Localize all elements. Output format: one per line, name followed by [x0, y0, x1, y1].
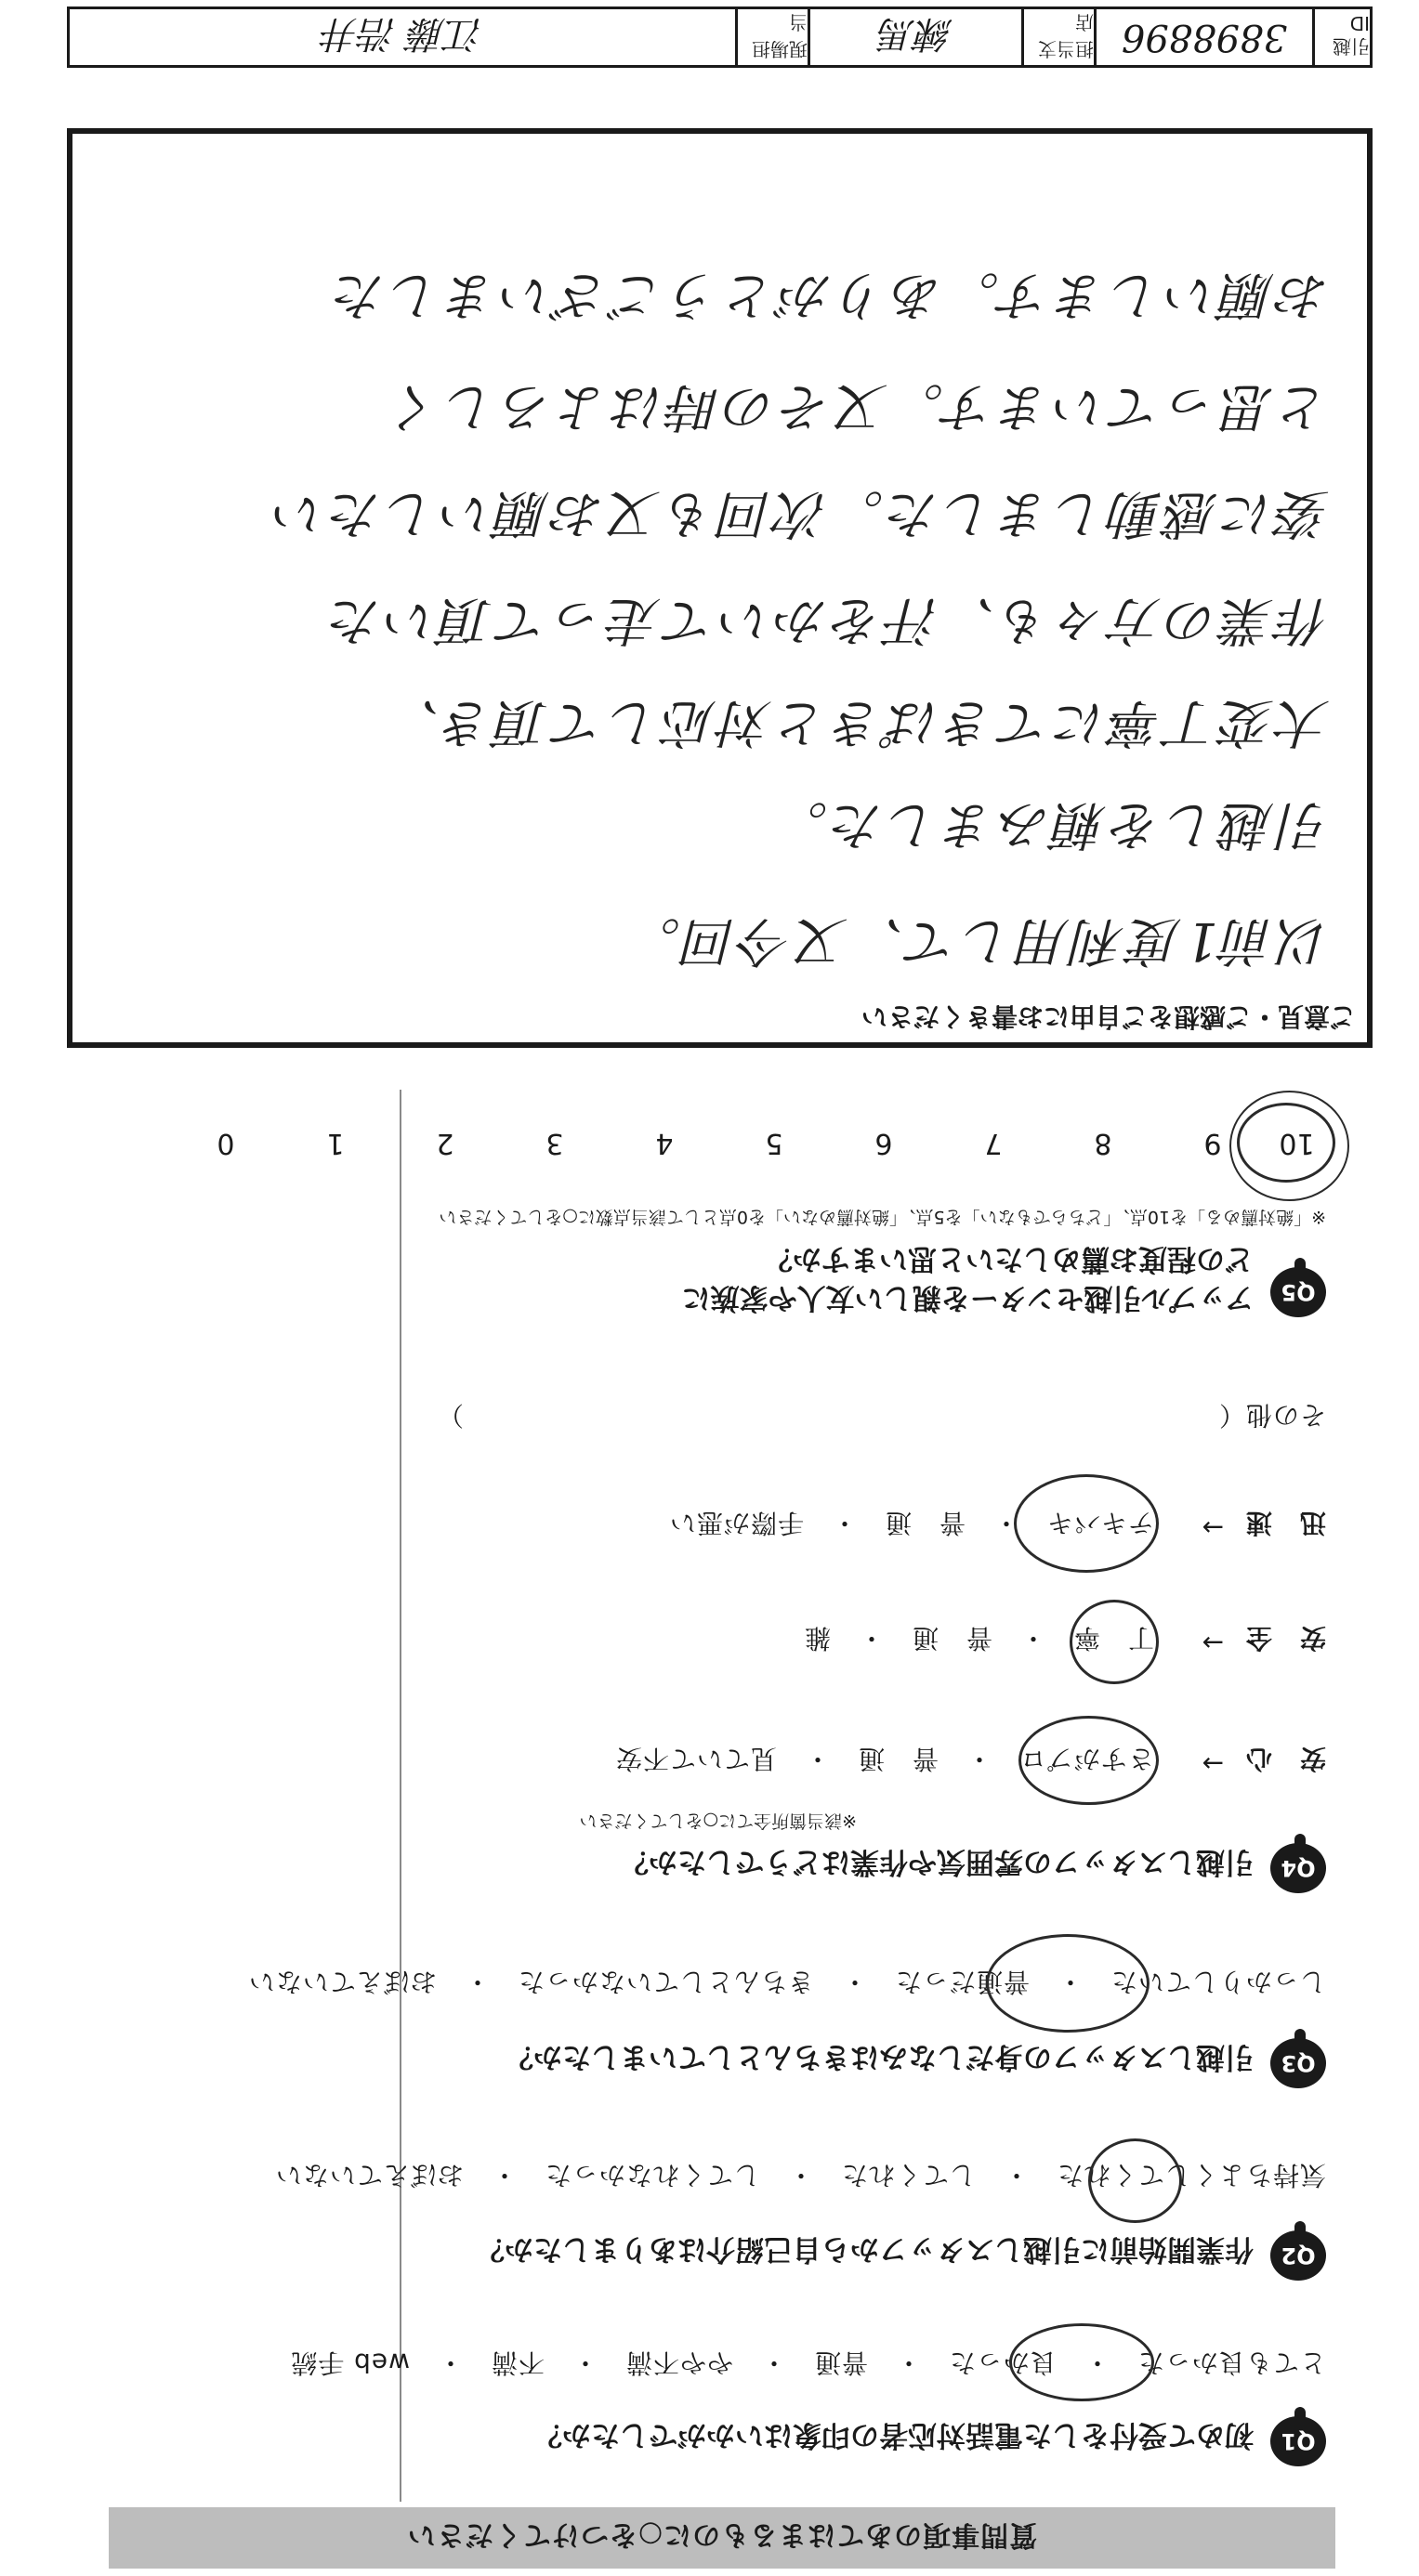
score-9: 9: [1203, 1127, 1222, 1159]
comment-title: ご意見・ご感想をご自由にお書きください: [861, 1001, 1356, 1032]
score-10: 10: [1279, 1127, 1315, 1159]
fold-line: [400, 1090, 401, 2502]
q4-anshin-circle: [1018, 1716, 1159, 1805]
q4-anzen-label: 安 全: [1244, 1623, 1326, 1654]
q2-options: 気持ちよくしてくれた ・ してくれた ・ してくれなかった ・ おぼえていない: [274, 2160, 1326, 2190]
q3-text: 引越しスタッフの身だしなみはきちんとしていましたか？: [505, 2040, 1254, 2073]
score-2: 2: [436, 1127, 454, 1159]
q4-icon: Q4: [1270, 1843, 1326, 1893]
q5-answer-circle-outer: [1229, 1091, 1349, 1201]
id-value: 3898896: [1094, 9, 1312, 65]
comment-line-1: 以前1度利用して、又今回。: [624, 910, 1330, 971]
q4-jinsoku-circle: [1014, 1474, 1159, 1573]
q4-anshin-arrow: →: [1201, 1748, 1224, 1779]
id-label: 引越ID: [1312, 9, 1370, 65]
comment-line-4: 作業の方々も、汗をかいて走って頂いた: [326, 590, 1330, 650]
comment-line-6: と思っています。又その時はよろしく: [386, 376, 1330, 437]
q4-jinsoku-options: テキパキ ・ 普 通 ・ 手際が悪い: [668, 1508, 1154, 1538]
q4-note: ※該当箇所全てに○をしてください: [579, 1811, 857, 1831]
instruction-bar: 質問事項のあてはまるものに○をつけてください: [109, 2507, 1335, 2569]
q4-other: その他（ ）: [436, 1400, 1326, 1431]
q4-anshin-options: さすがプロ ・ 普 通 ・ 見ていて不安: [614, 1744, 1154, 1774]
score-1: 1: [326, 1127, 345, 1159]
score-8: 8: [1094, 1127, 1112, 1159]
q5-text: アップル引越センターを親しい友人や家族に: [681, 1281, 1254, 1314]
q5-icon: Q5: [1270, 1267, 1326, 1317]
leader-value: 江藤 浩井: [322, 12, 483, 56]
q3-answer-circle: [986, 1934, 1150, 2033]
score-6: 6: [874, 1127, 893, 1159]
q4-anzen-circle: [1070, 1600, 1159, 1684]
score-3: 3: [545, 1127, 564, 1159]
q4-anshin-label: 安 心: [1244, 1744, 1326, 1774]
score-0: 0: [217, 1127, 235, 1159]
q1-answer-circle: [1009, 2323, 1154, 2401]
q2-answer-circle: [1088, 2138, 1182, 2223]
q5-text-2: どの程度お薦めしたいと思いますか？: [764, 1242, 1254, 1275]
comment-line-7: お願いします。ありがとうございました: [330, 265, 1330, 325]
score-5: 5: [765, 1127, 783, 1159]
q4-anzen-options: 丁 寧 ・ 普 通 ・ 雑: [803, 1623, 1154, 1654]
q5-note: ※「絶対薦める」を10点、「どちらでもない」を5点、「絶対薦めない」を0点として該当点数に○をしてください: [439, 1207, 1326, 1227]
q4-anzen-arrow: →: [1201, 1628, 1224, 1658]
comment-box: [67, 128, 1373, 1048]
comment-line-3: 大変丁寧にてきぱきと対応して頂き、: [384, 692, 1330, 752]
leader-label: 現場担当: [735, 9, 808, 65]
q4-jinsoku-arrow: →: [1201, 1512, 1224, 1543]
q3-icon: Q3: [1270, 2038, 1326, 2088]
score-7: 7: [984, 1127, 1003, 1159]
comment-line-2: 引越しを頼みました。: [772, 794, 1330, 855]
q1-text: 初めて受付をした電話対応者の印象はいかがでしたか？: [533, 2418, 1254, 2452]
q4-jinsoku-label: 迅 速: [1244, 1508, 1326, 1538]
q1-icon: Q1: [1270, 2416, 1326, 2466]
q2-text: 作業開始前に引越しスタッフから自己紹介はありましたか？: [476, 2232, 1254, 2266]
comment-line-5: 姿に感動しました。次回も又お願いしたい: [270, 483, 1330, 543]
q1-options: とても良かった ・ 良かった ・ 普通 ・ やや不満 ・ 不満 ・ web 手続: [290, 2347, 1326, 2378]
q2-icon: Q2: [1270, 2230, 1326, 2281]
score-scale: [171, 1127, 1326, 1159]
q3-options: しっかりしていた ・ 普通だった ・ きちんとしていなかった ・ おぼえていない: [247, 1967, 1326, 1997]
header-table: [67, 7, 1373, 68]
branch-label: 担当支店: [1021, 9, 1094, 65]
branch-value: 練馬: [808, 9, 1021, 65]
score-4: 4: [655, 1127, 674, 1159]
q4-text: 引越しスタッフの雰囲気や作業はどうでしたか？: [620, 1845, 1254, 1878]
